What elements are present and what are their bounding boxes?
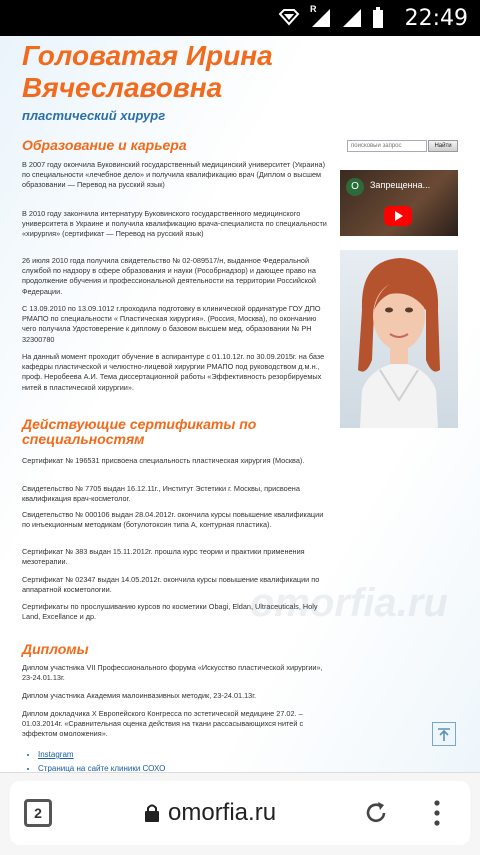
paragraph: На данный момент проходит обучение в аспирантуре с 01.10.12г. по 30.09.2015г. на базе кафедры пластической и челюстно-лицевой хирургии РМАПО под руководством д.м.н., проф. Неробеева А.И. Тема диссертационной работы «Эффективность резорбируемых нитей в пластической хирургии».: [22, 352, 325, 392]
browser-toolbar: [0, 772, 480, 855]
url-text[interactable]: omorfia.ru: [168, 799, 277, 826]
link-list: [22, 748, 165, 772]
signal-icon: [310, 4, 332, 28]
doctor-photo: [340, 250, 458, 428]
paragraph: Сертификаты по прослушиванию курсов по косметики Obagi, Eldan, Ultraceuticals, Holy Land, Excellance и др.: [22, 602, 318, 622]
video-embed[interactable]: [340, 170, 458, 236]
paragraph: В 2010 году закончила интернатуру Буковинского государственного медицинского университета в Украине и получила квалификацию врача-специалиста по специальности «хирургия» (сертификат — Перевод на русский язык): [22, 209, 327, 239]
search-input[interactable]: [347, 140, 427, 152]
paragraph: Диплом докладчика X Европейского Конгресса по эстетической медицине 27.02. – 01.03.2014г. «Сравнительная оценка действия на ткани рассасывающихся нитей с эффектом омоложения».: [22, 709, 304, 739]
scroll-to-top-button[interactable]: [432, 722, 456, 746]
tab-switcher-button[interactable]: 2: [24, 799, 52, 827]
paragraph: 26 июля 2010 года получила свидетельство № 02-089517/н, выданное Федеральной службой по надзору в сфере образования и науки (Рособрнадзор) и дающее право на продолжение обучения и профессиональной деятельности на территории Российской Федерации.: [22, 256, 316, 296]
reload-icon[interactable]: [362, 799, 390, 827]
status-time: 22:49: [404, 6, 468, 31]
section-heading-certificates: Действующие сертификаты по специальностям: [22, 416, 257, 447]
channel-avatar: О: [346, 178, 364, 196]
lock-icon: [144, 803, 160, 823]
section-heading-diplomas: Дипломы: [22, 641, 89, 657]
page-subtitle: пластический хирург: [22, 108, 166, 123]
battery-icon: [372, 7, 384, 29]
video-title: Запрещенна...: [370, 180, 431, 190]
watermark: omorfia.ru: [250, 581, 448, 625]
paragraph: Свидетельство № 7705 выдан 16.12.11г., Институт Эстетики г. Москвы, присвоена квалификация врач-косметолог.: [22, 484, 300, 504]
signal-bars-icon: [342, 8, 362, 28]
arrow-up-icon: [433, 723, 455, 745]
paragraph: Свидетельство № 000106 выдан 28.04.2012г. окончила курсы повышение квалификации по инъекционным методикам (ботулотоксин типа А, контурная пластика).: [22, 510, 324, 530]
web-page: [0, 36, 480, 772]
paragraph: С 13.09.2010 по 13.09.1012 г.проходила подготовку в клинической ординатуре ГОУ ДПО РМАПО по специальности « Пластическая хирургия». (Россия, Москва), по окончанию чего получила Удостоверение к диплому о базовом высшем мед. образовании № РН 32300780: [22, 304, 321, 344]
paragraph: Диплом участника Академия малоинвазивных методик, 23-24.01.13г.: [22, 691, 257, 700]
network-letter: R: [310, 4, 317, 14]
paragraph: В 2007 году окончила Буковинский государственный медицинский университет (Украина) по специальности «лечебное дело» и получила квалификацию врач (Диплом о высшем образовании — Перевод на русский язык): [22, 160, 326, 190]
paragraph: Диплом участника VII Профессионального форума «Искусство пластической хирургии», 23-24.01.13г.: [22, 663, 323, 683]
paragraph: Сертификат № 383 выдан 15.11.2012г. прошла курс теории и практики применения мезотерапии.: [22, 547, 305, 567]
link-instagram[interactable]: • Instagram: [38, 748, 165, 762]
status-bar: [0, 0, 480, 36]
page-title: Головатая Ирина Вячеславовна: [22, 40, 273, 103]
paragraph: Сертификат № 196531 присвоена специальность пластическая хирургия (Москва).: [22, 456, 305, 465]
cast-icon: [278, 8, 300, 28]
play-icon[interactable]: [384, 206, 412, 226]
search-button[interactable]: Найти: [428, 140, 458, 152]
link-clinic-page[interactable]: • Страница на сайте клиники СОХО: [38, 762, 165, 772]
overflow-menu-icon[interactable]: [432, 799, 442, 827]
section-heading-education: Образование и карьера: [22, 137, 187, 153]
paragraph: Сертификат № 02347 выдан 14.05.2012г. окончила курсы повышение квалификации по аппаратной косметологии.: [22, 575, 320, 595]
status-icons: [278, 4, 384, 28]
